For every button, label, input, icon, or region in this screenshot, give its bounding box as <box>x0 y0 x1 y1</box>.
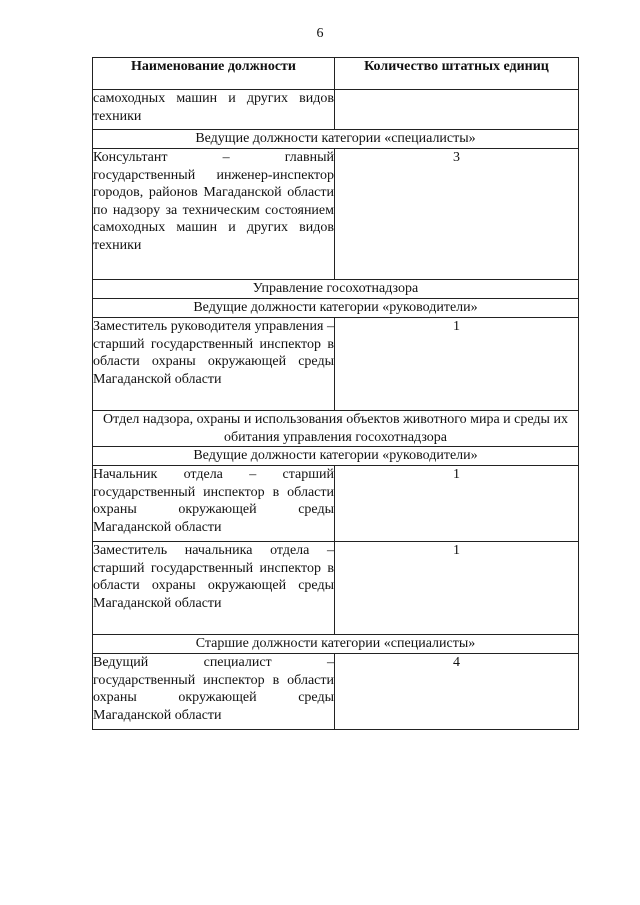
staff-count: 4 <box>335 654 579 730</box>
section-row <box>93 299 579 318</box>
section-row <box>93 635 579 654</box>
staffing-table <box>92 57 579 730</box>
section-title: Ведущие должности категории «руководители» <box>93 299 579 318</box>
staff-count: 3 <box>335 149 579 280</box>
position-name: Заместитель руководителя управления – старший государственный инспектор в области охраны окружающей среды Магаданской области <box>93 318 335 411</box>
header-position-name: Наименование должности <box>93 58 335 90</box>
position-name: Начальник отдела – старший государственный инспектор в области охраны окружающей среды Магаданской области <box>93 466 335 542</box>
position-name: Ведущий специалист – государственный инспектор в области охраны окружающей среды Магаданской области <box>93 654 335 730</box>
section-title: Ведущие должности категории «руководители» <box>93 447 579 466</box>
position-name: самоходных машин и других видов техники <box>93 90 335 130</box>
section-title: Управление госохотнадзора <box>93 280 579 299</box>
table-row <box>93 654 579 730</box>
table-row <box>93 542 579 635</box>
section-title: Отдел надзора, охраны и использования объектов животного мира и среды их обитания управления госохотнадзора <box>93 411 579 447</box>
staff-count <box>335 90 579 130</box>
section-title: Ведущие должности категории «специалисты» <box>93 130 579 149</box>
staff-count: 1 <box>335 466 579 542</box>
section-title: Старшие должности категории «специалисты» <box>93 635 579 654</box>
table-header-row <box>93 58 579 90</box>
table-row <box>93 318 579 411</box>
table-row <box>93 90 579 130</box>
staff-count: 1 <box>335 542 579 635</box>
table-row <box>93 149 579 280</box>
section-row <box>93 280 579 299</box>
page-number: 6 <box>316 26 324 41</box>
header-staff-units: Количество штатных единиц <box>335 58 579 90</box>
table-row <box>93 466 579 542</box>
section-row <box>93 411 579 447</box>
section-row <box>93 447 579 466</box>
staff-count: 1 <box>335 318 579 411</box>
section-row <box>93 130 579 149</box>
position-name: Консультант – главный государственный инженер-инспектор городов, районов Магаданской области по надзору за техническим состоянием самоходных машин и других видов техники <box>93 149 335 280</box>
position-name: Заместитель начальника отдела – старший государственный инспектор в области охраны окружающей среды Магаданской области <box>93 542 335 635</box>
